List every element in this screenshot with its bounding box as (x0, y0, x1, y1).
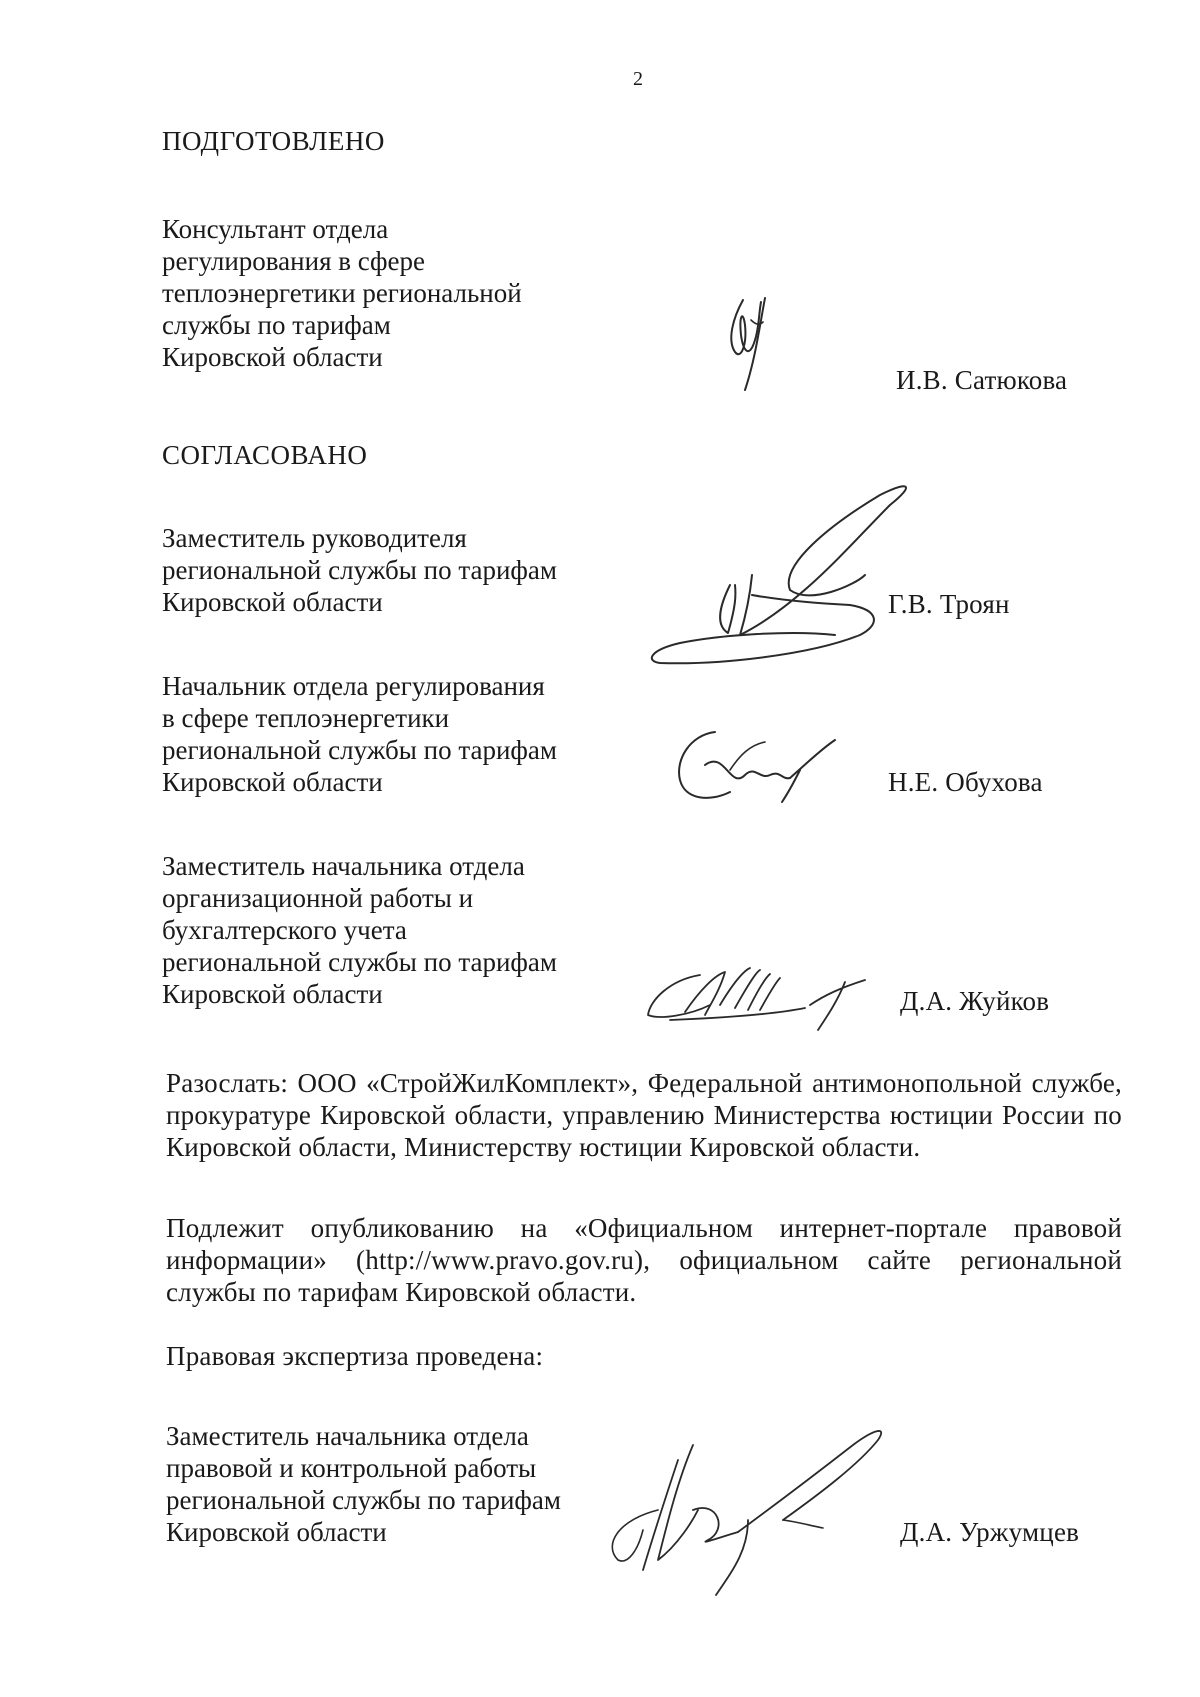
signatory-1-name: Г.В. Троян (888, 589, 1010, 619)
distribution-text: Разослать: ООО «СтройЖилКомплект», Федеральной антимонопольной службе, прокуратуре Кировской области, управлению Министерства юстиции России по Кировской области, Министерству юстиции Кировской области. (166, 1068, 1122, 1162)
legal-review-name: Д.А. Уржумцев (900, 1517, 1080, 1547)
legal-review-position (166, 1420, 561, 1548)
publication-text: Подлежит опубликованию на «Официальном интернет-портале правовой информации» (http://www.pravo.gov.ru), официальном сайте региональной службы по тарифам Кировской области. (166, 1213, 1122, 1307)
position-line: службы по тарифам (162, 310, 391, 340)
position-line: Заместитель руководителя (162, 523, 467, 553)
position-line: Заместитель начальника отдела (166, 1421, 529, 1451)
agreed-heading: СОГЛАСОВАНО (162, 440, 368, 470)
position-line: бухгалтерского учета (162, 915, 407, 945)
prepared-name: И.В. Сатюкова (896, 365, 1068, 395)
signatory-1-position (162, 522, 557, 618)
signatory-3-position (162, 850, 557, 1010)
position-line: регулирования в сфере (162, 246, 426, 276)
signature-troyan (640, 485, 920, 685)
position-line: региональной службы по тарифам (166, 1485, 561, 1515)
position-line: Кировской области (162, 342, 383, 372)
signature-urzhumtsev (598, 1420, 918, 1600)
signature-satyukova (725, 290, 775, 400)
position-line: Кировской области (166, 1517, 387, 1547)
prepared-position (162, 213, 522, 373)
prepared-heading: ПОДГОТОВЛЕНО (162, 126, 385, 156)
page-number: 2 (633, 68, 643, 90)
signatory-3-name: Д.А. Жуйков (900, 986, 1050, 1016)
signature-obukhova (670, 720, 850, 810)
position-line: Кировской области (162, 587, 383, 617)
position-line: региональной службы по тарифам (162, 947, 557, 977)
signature-zhuykov (640, 960, 880, 1035)
position-line: Кировской области (162, 767, 383, 797)
position-line: правовой и контрольной работы (166, 1453, 537, 1483)
position-line: Кировской области (162, 979, 383, 1009)
position-line: Консультант отдела (162, 214, 389, 244)
position-line: Начальник отдела регулирования (162, 671, 545, 701)
position-line: региональной службы по тарифам (162, 555, 557, 585)
signatory-2-name: Н.Е. Обухова (888, 767, 1043, 797)
signatory-2-position (162, 670, 557, 798)
position-line: Заместитель начальника отдела (162, 851, 525, 881)
position-line: в сфере теплоэнергетики (162, 703, 450, 733)
legal-review-label: Правовая экспертиза проведена: (166, 1341, 544, 1371)
position-line: региональной службы по тарифам (162, 735, 557, 765)
position-line: теплоэнергетики региональной (162, 278, 522, 308)
position-line: организационной работы и (162, 883, 474, 913)
